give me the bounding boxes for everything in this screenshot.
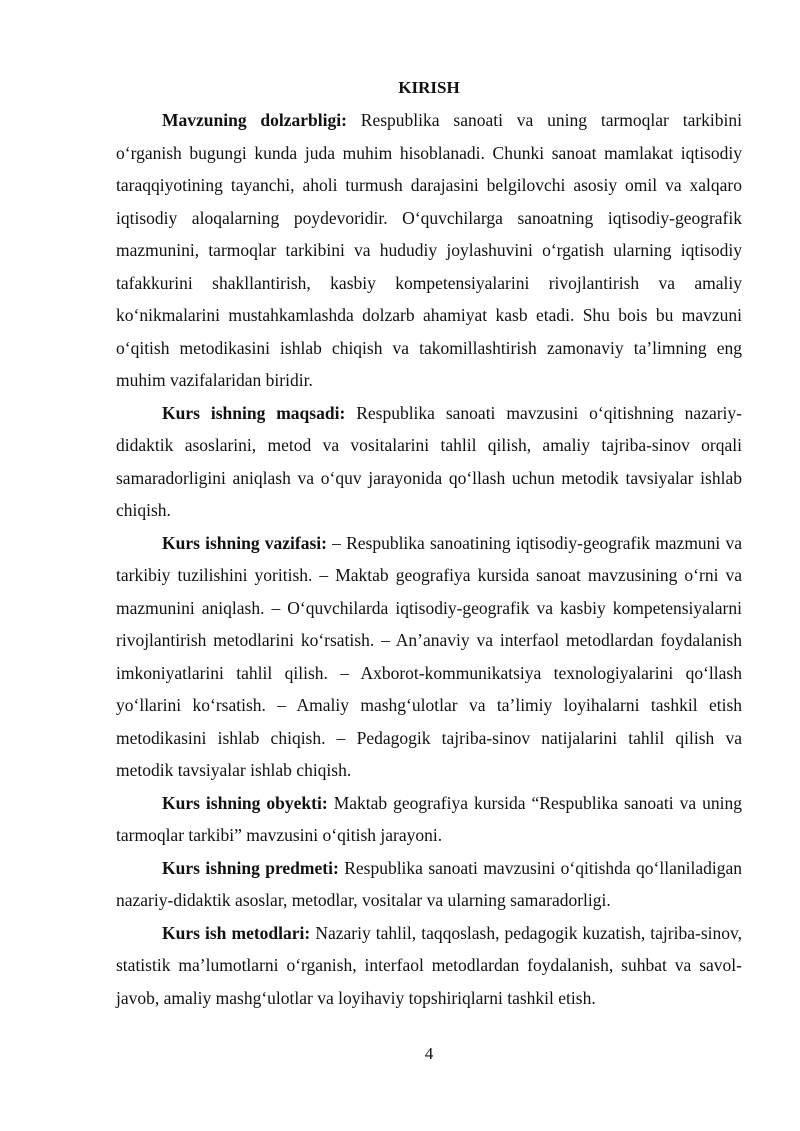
paragraph-text: Respublika sanoati va uning tarmoqlar tarkibini o‘rganish bugungi kunda juda muhim hisoblanadi. Chunki sanoat mamlakat iqtisodiy taraqqiyotining tayanchi, aholi turmush darajasini belgilovchi asosiy omil va xalqaro iqtisodiy aloqalarning poydevoridir. O‘quvchilarga sanoatning iqtisodiy-geografik mazmunini, tarmoqlar tarkibini va hududiy joylashuvini o‘rgatish ularning iqtisodiy tafakkurini shakllantirish, kasbiy kompetensiyalarini rivojlantirish va amaliy ko‘nikmalarini mustahkamlashda dolzarb ahamiyat kasb etadi. Shu bois bu mavzuni o‘qitish metodikasini ishlab chiqish va takomillashtirish zamonaviy ta’limning eng muhim vazifalaridan biridir. — [116, 110, 743, 390]
paragraph-text: Nazariy tahlil, taqqoslash, pedagogik kuzatish, tajriba-sinov, statistik ma’lumotlarni o‘rganish, interfaol metodlardan foydalanish, suhbat va savol-javob, amaliy mashg‘ulotlar va loyihaviy topshiriqlarni tashkil etish. — [116, 922, 742, 1008]
paragraph-label: Kurs ishning predmeti: — [162, 857, 339, 878]
paragraph-text: – Respublika sanoatining iqtisodiy-geografik mazmuni va tarkibiy tuzilishini yoritish. – Maktab geografiya kursida sanoat mavzusining o‘rni va mazmunini aniqlash. – O‘quvchilarda iqtisodiy-geografik va kasbiy kompetensiyalarni rivojlantirish metodlarini ko‘rsatish. – An’anaviy va interfaol metodlardan foydalanish imkoniyatlarini tahlil qilish. – Axborot-kommunikatsiya texnologiyalarini qo‘llash yo‘llarini ko‘rsatish. – Amaliy mashg‘ulotlar va ta’limiy loyihalarni tashkil etish metodikasini ishlab chiqish. – Pedagogik tajriba-sinov natijalarini tahlil qilish va metodik tavsiyalar ishlab chiqish. — [116, 532, 742, 780]
paragraph-object — [116, 787, 742, 852]
paragraph-label: Kurs ishning vazifasi: — [162, 532, 327, 553]
paragraph-label: Kurs ishning obyekti: — [162, 792, 328, 813]
paragraph-label: Mavzuning dolzarbligi: — [162, 110, 347, 130]
paragraph-goal — [116, 397, 742, 527]
page-number: 4 — [424, 1044, 434, 1063]
paragraph-text: Respublika sanoati mavzusini o‘qitishning nazariy-didaktik asoslarini, metod va vositalarini tahlil qilish, amaliy tajriba-sinov orqali samaradorligini aniqlash va o‘quv jarayonida qo‘llash uchun metodik tavsiyalar ishlab chiqish. — [116, 402, 742, 520]
paragraph-subject — [116, 852, 742, 917]
page-title: KIRISH — [398, 78, 460, 97]
paragraph-label: Kurs ish metodlari: — [162, 922, 311, 943]
paragraph-methods — [116, 917, 742, 1015]
paragraph-tasks — [116, 527, 742, 787]
paragraph-text: Respublika sanoati mavzusini o‘qitishda qo‘llaniladigan nazariy-didaktik asoslar, metodlar, vositalar va ularning samaradorligi. — [116, 857, 742, 910]
body-text — [116, 104, 742, 1014]
paragraph-label: Kurs ishning maqsadi: — [162, 402, 346, 423]
paragraph-text: Maktab geografiya kursida “Respublika sanoati va uning tarmoqlar tarkibi” mavzusini o‘qitish jarayoni. — [116, 792, 742, 845]
paragraph-relevance — [116, 104, 742, 397]
